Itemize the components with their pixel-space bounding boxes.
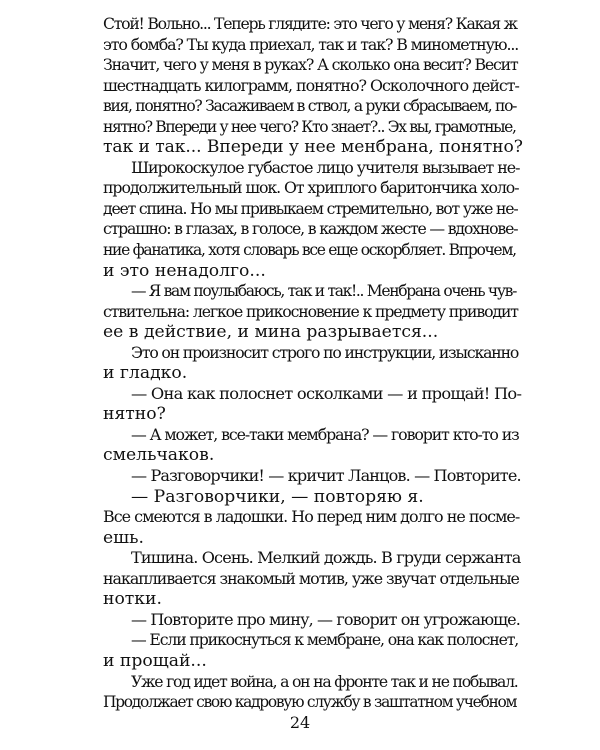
text-line: Стой! Вольно... Теперь глядите: это чего у меня? Какая ж: [103, 14, 517, 33]
text-line: смельчаков.: [103, 445, 215, 466]
text-line: — Я вам поулыбаюсь, так и так!.. Менбрана очень чув-: [131, 282, 517, 301]
text-line: Широкоскулое губастое лицо учителя вызывает не-: [131, 157, 520, 177]
text-line: нятно?: [103, 404, 166, 425]
body-text: [103, 14, 523, 713]
text-line: так и так... Впереди у нее менбрана, понятно?: [103, 137, 523, 158]
text-line: Тишина. Осень. Мелкий дождь. В груди сержанта: [131, 548, 521, 568]
text-line: ствительна: легкое прикосновение к предмету приводит: [103, 301, 518, 321]
text-line: и гладко.: [103, 363, 188, 384]
text-line: ее в действие, и мина разрывается...: [103, 322, 439, 343]
text-line: — А может, все-таки мембрана? — говорит кто-то из: [131, 424, 519, 444]
text-line: продолжительный шок. От хриплого баритончика холо-: [103, 178, 519, 198]
text-line: и прощай...: [103, 650, 207, 671]
text-line: деет спина. Но мы привыкаем стремительно, вот уже не-: [103, 198, 518, 218]
text-line: ешь.: [103, 527, 144, 548]
text-line: ние фанатика, хотя словарь все еще оскорбляет. Впрочем,: [103, 241, 516, 260]
text-line: страшно: в глазах, в голосе, в каждом жесте — вдохнове-: [103, 219, 518, 239]
text-line: нотки.: [103, 589, 162, 610]
text-line: нятно? Впереди у нее чего? Кто знает?.. Эх вы, грамотные,: [103, 117, 516, 136]
text-line: Продолжает свою кадровую службу в заштатном учебном: [103, 693, 517, 712]
page-number: 24: [289, 713, 311, 732]
text-line: Это он произносит строго по инструкции, изысканно: [131, 342, 519, 362]
text-line: Значит, чего у меня в руках? А сколько она весит? Весит: [103, 55, 518, 75]
text-line: — Она как полоснет осколками — и прощай! По-: [131, 383, 522, 403]
text-line: и это ненадолго...: [103, 260, 266, 281]
text-line: шестнадцать килограмм, понятно? Осколочного дейст-: [103, 75, 519, 95]
text-line: Все смеются в ладошки. Но перед ним долго не посме-: [103, 507, 520, 527]
text-line: Уже год идет война, а он на фронте так и не побывал.: [131, 671, 518, 691]
text-line: — Если прикоснуться к мембране, она как полоснет,: [131, 630, 519, 650]
text-line: — Повторите про мину, — говорит он угрожающе.: [131, 609, 520, 629]
text-line: — Разговорчики, — повторяю я.: [131, 486, 424, 507]
text-line: вия, понятно? Засаживаем в ствол, а руки сбрасываем, по-: [103, 97, 517, 116]
text-line: — Разговорчики! — кричит Ланцов. — Повторите.: [131, 466, 521, 486]
text-line: это бомба? Ты куда приехал, так и так? В минометную...: [103, 34, 519, 54]
text-line: накапливается знакомый мотив, уже звучат отдельные: [103, 568, 519, 588]
